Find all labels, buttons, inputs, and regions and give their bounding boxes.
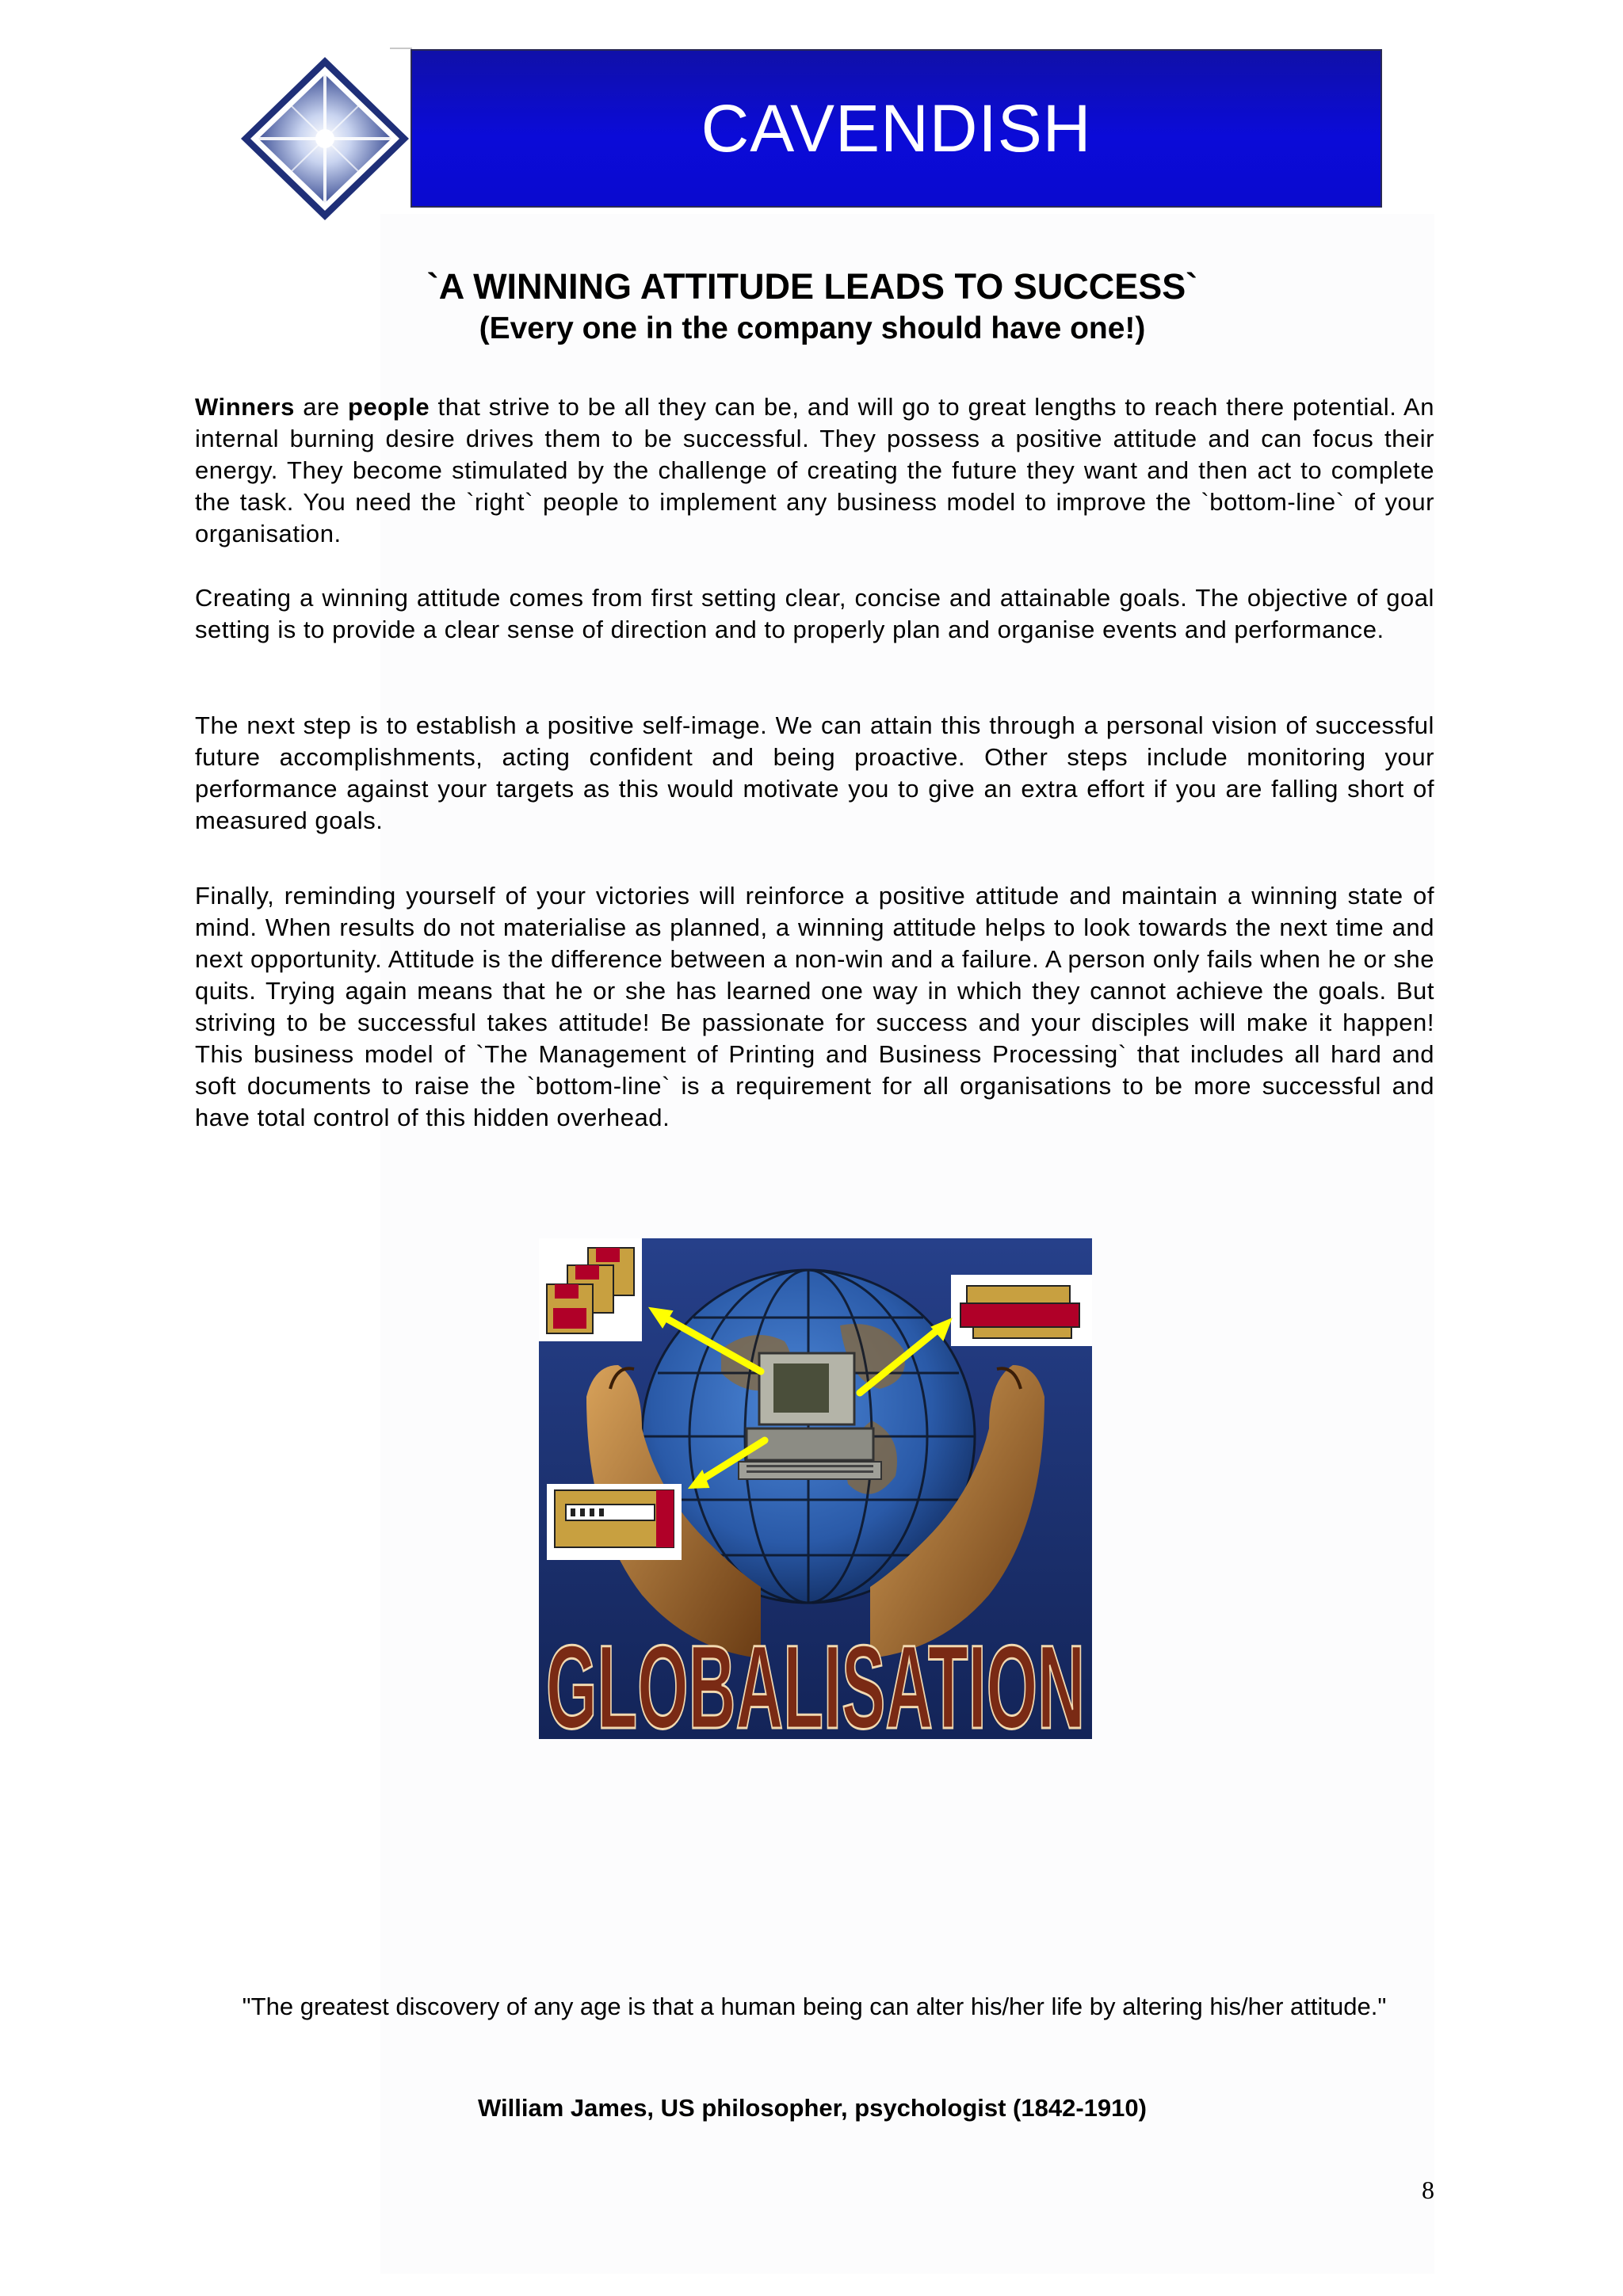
- page-number: 8: [1422, 2176, 1434, 2204]
- floppy-disks-icon: [539, 1238, 642, 1341]
- tape-drive-icon: [547, 1484, 682, 1560]
- page-subtitle: (Every one in the company should have one!): [479, 311, 1146, 345]
- paragraph-4: Finally, reminding yourself of your victories will reinforce a positive attitude and maintain a winning state of mind. When results do not materialise as planned, a winning attitude helps to look towards the next time and next opportunity. Attitude is the difference between a non-win and a failure. A person only fails when he or she quits. Trying again means that he or she has learned one way in which they cannot achieve the goals. But striving to be successful takes attitude! Be passionate for success and your disciples will make it happen! This business model of `The Management of Printing and Business Processing` that includes all hard and soft documents to raise the `bottom-line` is a requirement for all organisations to be more successful and have total control of this hidden overhead.: [195, 882, 1434, 1131]
- paragraph-1-connector: are: [294, 393, 349, 421]
- paragraph-1-text: that strive to be all they can be, and will go to great lengths to reach there potential. An internal burning desire drives them to be successful. They possess a positive attitude and can focus their energy. They become stimulated by the challenge of creating the future they want and then act to complete the task. You need the `right` people to implement any business model to improve the `bottom-line` of your organisation.: [195, 393, 1435, 547]
- globalisation-caption: GLOBALISATION: [546, 1620, 1085, 1753]
- banner-rule: [390, 48, 412, 49]
- paragraph-3: The next step is to establish a positive self-image. We can attain this through a personal vision of successful future accomplishments, acting confident and being proactive. Other steps include monitoring your performance against your targets as this would motivate you to give an extra effort if you are falling short of measured goals.: [195, 711, 1434, 834]
- printer-icon: [951, 1275, 1092, 1346]
- paragraph-1: [195, 391, 1434, 550]
- page-title: `A WINNING ATTITUDE LEADS TO SUCCESS`: [426, 266, 1198, 307]
- quote-text: "The greatest discovery of any age is that a human being can alter his/her life by altering his/her attitude.": [242, 1993, 1387, 2020]
- globalisation-illustration: [539, 1238, 1092, 1753]
- header-banner: [411, 49, 1382, 208]
- quote-attribution: William James, US philosopher, psychologist (1842-1910): [478, 2094, 1147, 2122]
- people-bold: people: [348, 393, 430, 421]
- company-name: CAVENDISH: [701, 90, 1092, 166]
- winners-bold: Winners: [195, 393, 295, 421]
- paragraph-2: Creating a winning attitude comes from first setting clear, concise and attainable goals. The objective of goal setting is to provide a clear sense of direction and to properly plan and organise events and performance.: [195, 584, 1434, 643]
- cavendish-diamond-logo: [238, 55, 412, 222]
